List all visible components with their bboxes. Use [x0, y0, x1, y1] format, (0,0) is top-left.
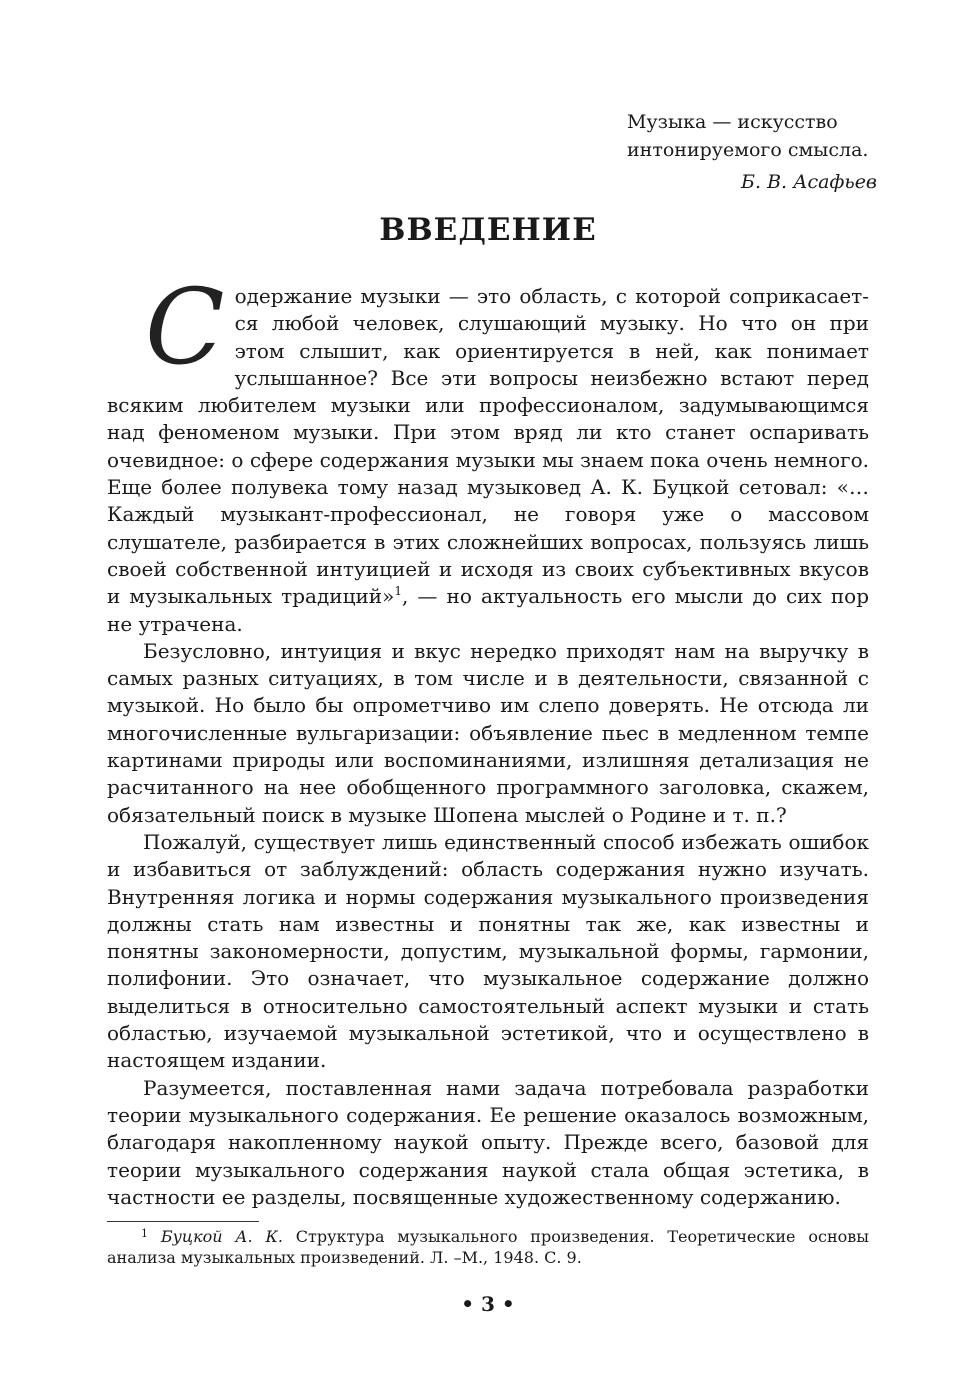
paragraph-4: Разумеется, поставленная нами задача потребовала разработки теории музыкального содержания. Ее решение оказалось возможным, благодаря накопленному наукой опыту. Прежде всего, базовой для теории музыкального содержания наукой стала общая эстетика, в частности ее разделы, посвященные художественному содержанию.	[107, 1075, 869, 1209]
footnote	[107, 1226, 869, 1268]
paragraph-1-ending: , — но актуальность его мысли до сих пор не утрачена.	[107, 584, 869, 636]
footnote-divider	[107, 1221, 259, 1222]
drop-cap: С	[145, 266, 225, 388]
epigraph-line-2: интонируемого смысла.	[627, 139, 869, 161]
footnote-author: Буцкой А. К.	[160, 1227, 283, 1246]
page-number: • 3 •	[461, 1292, 515, 1316]
paragraph-2: Безусловно, интуиция и вкус нередко приходят нам на выручку в самых разных ситуациях, в том числе и в деятельности, связанной с музыкой. Но было бы опрометчиво им слепо доверять. Не отсюда ли многочисленные вульгаризации: объявление пьес в медленном темпе картинами природы или воспоминаниями, излишняя детализация не расчитанного на нее обобщенного программного заголовка, скажем, обязательный поиск в музыке Шопена мыслей о Родине и т. п.?	[107, 638, 869, 827]
footnote-text: Структура музыкального произведения. Теоретические основы анализа музыкальных произведений. Л. –М., 1948. С. 9.	[107, 1227, 870, 1267]
chapter-title: ВВЕДЕНИЕ	[379, 212, 597, 248]
footnote-mark: 1	[141, 1227, 148, 1240]
book-page	[107, 0, 877, 1388]
body-text	[107, 266, 869, 1211]
paragraph-1	[107, 266, 869, 638]
paragraph-1-text: одержание музыки — это область, с которой соприкасается любой человек, слушающий музыку. Но что он при этом слышит, как ориентируется в ней, как понимает услышанное? Все эти вопросы неизбежно встают перед всяким любителем музыки или профессионалом, задумывающимся над феноменом музыки. При этом вряд ли кто станет оспаривать очевидное: о сфере содержания музыки мы знаем пока очень немного. Еще более полувека тому назад музыковед А. К. Буцкой сетовал: «…Каждый музыкант-профессионал, не говоря уже о массовом слушателе, разбирается в этих сложнейших вопросах, пользуясь лишь своей собственной интуицией и исходя из своих субъективных вкусов и музыкальных традиций»	[107, 284, 869, 609]
epigraph	[627, 108, 877, 196]
paragraph-3: Пожалуй, существует лишь единственный способ избежать ошибок и избавиться от заблуждений: область содержания нужно изучать. Внутренняя логика и нормы содержания музыкального произведения должны стать нам известны и понятны так же, как известны и понятны закономерности, допустим, музыкальной формы, гармонии, полифонии. Это означает, что музыкальное содержание должно выделиться в относительно самостоятельный аспект музыки и стать областью, изучаемой музыкальной эстетикой, что и осуществлено в настоящем издании.	[107, 829, 869, 1073]
epigraph-line-1: Музыка — искусство	[627, 111, 838, 133]
footnote-reference: 1	[394, 584, 402, 599]
epigraph-author: Б. В. Асафьев	[741, 171, 877, 193]
